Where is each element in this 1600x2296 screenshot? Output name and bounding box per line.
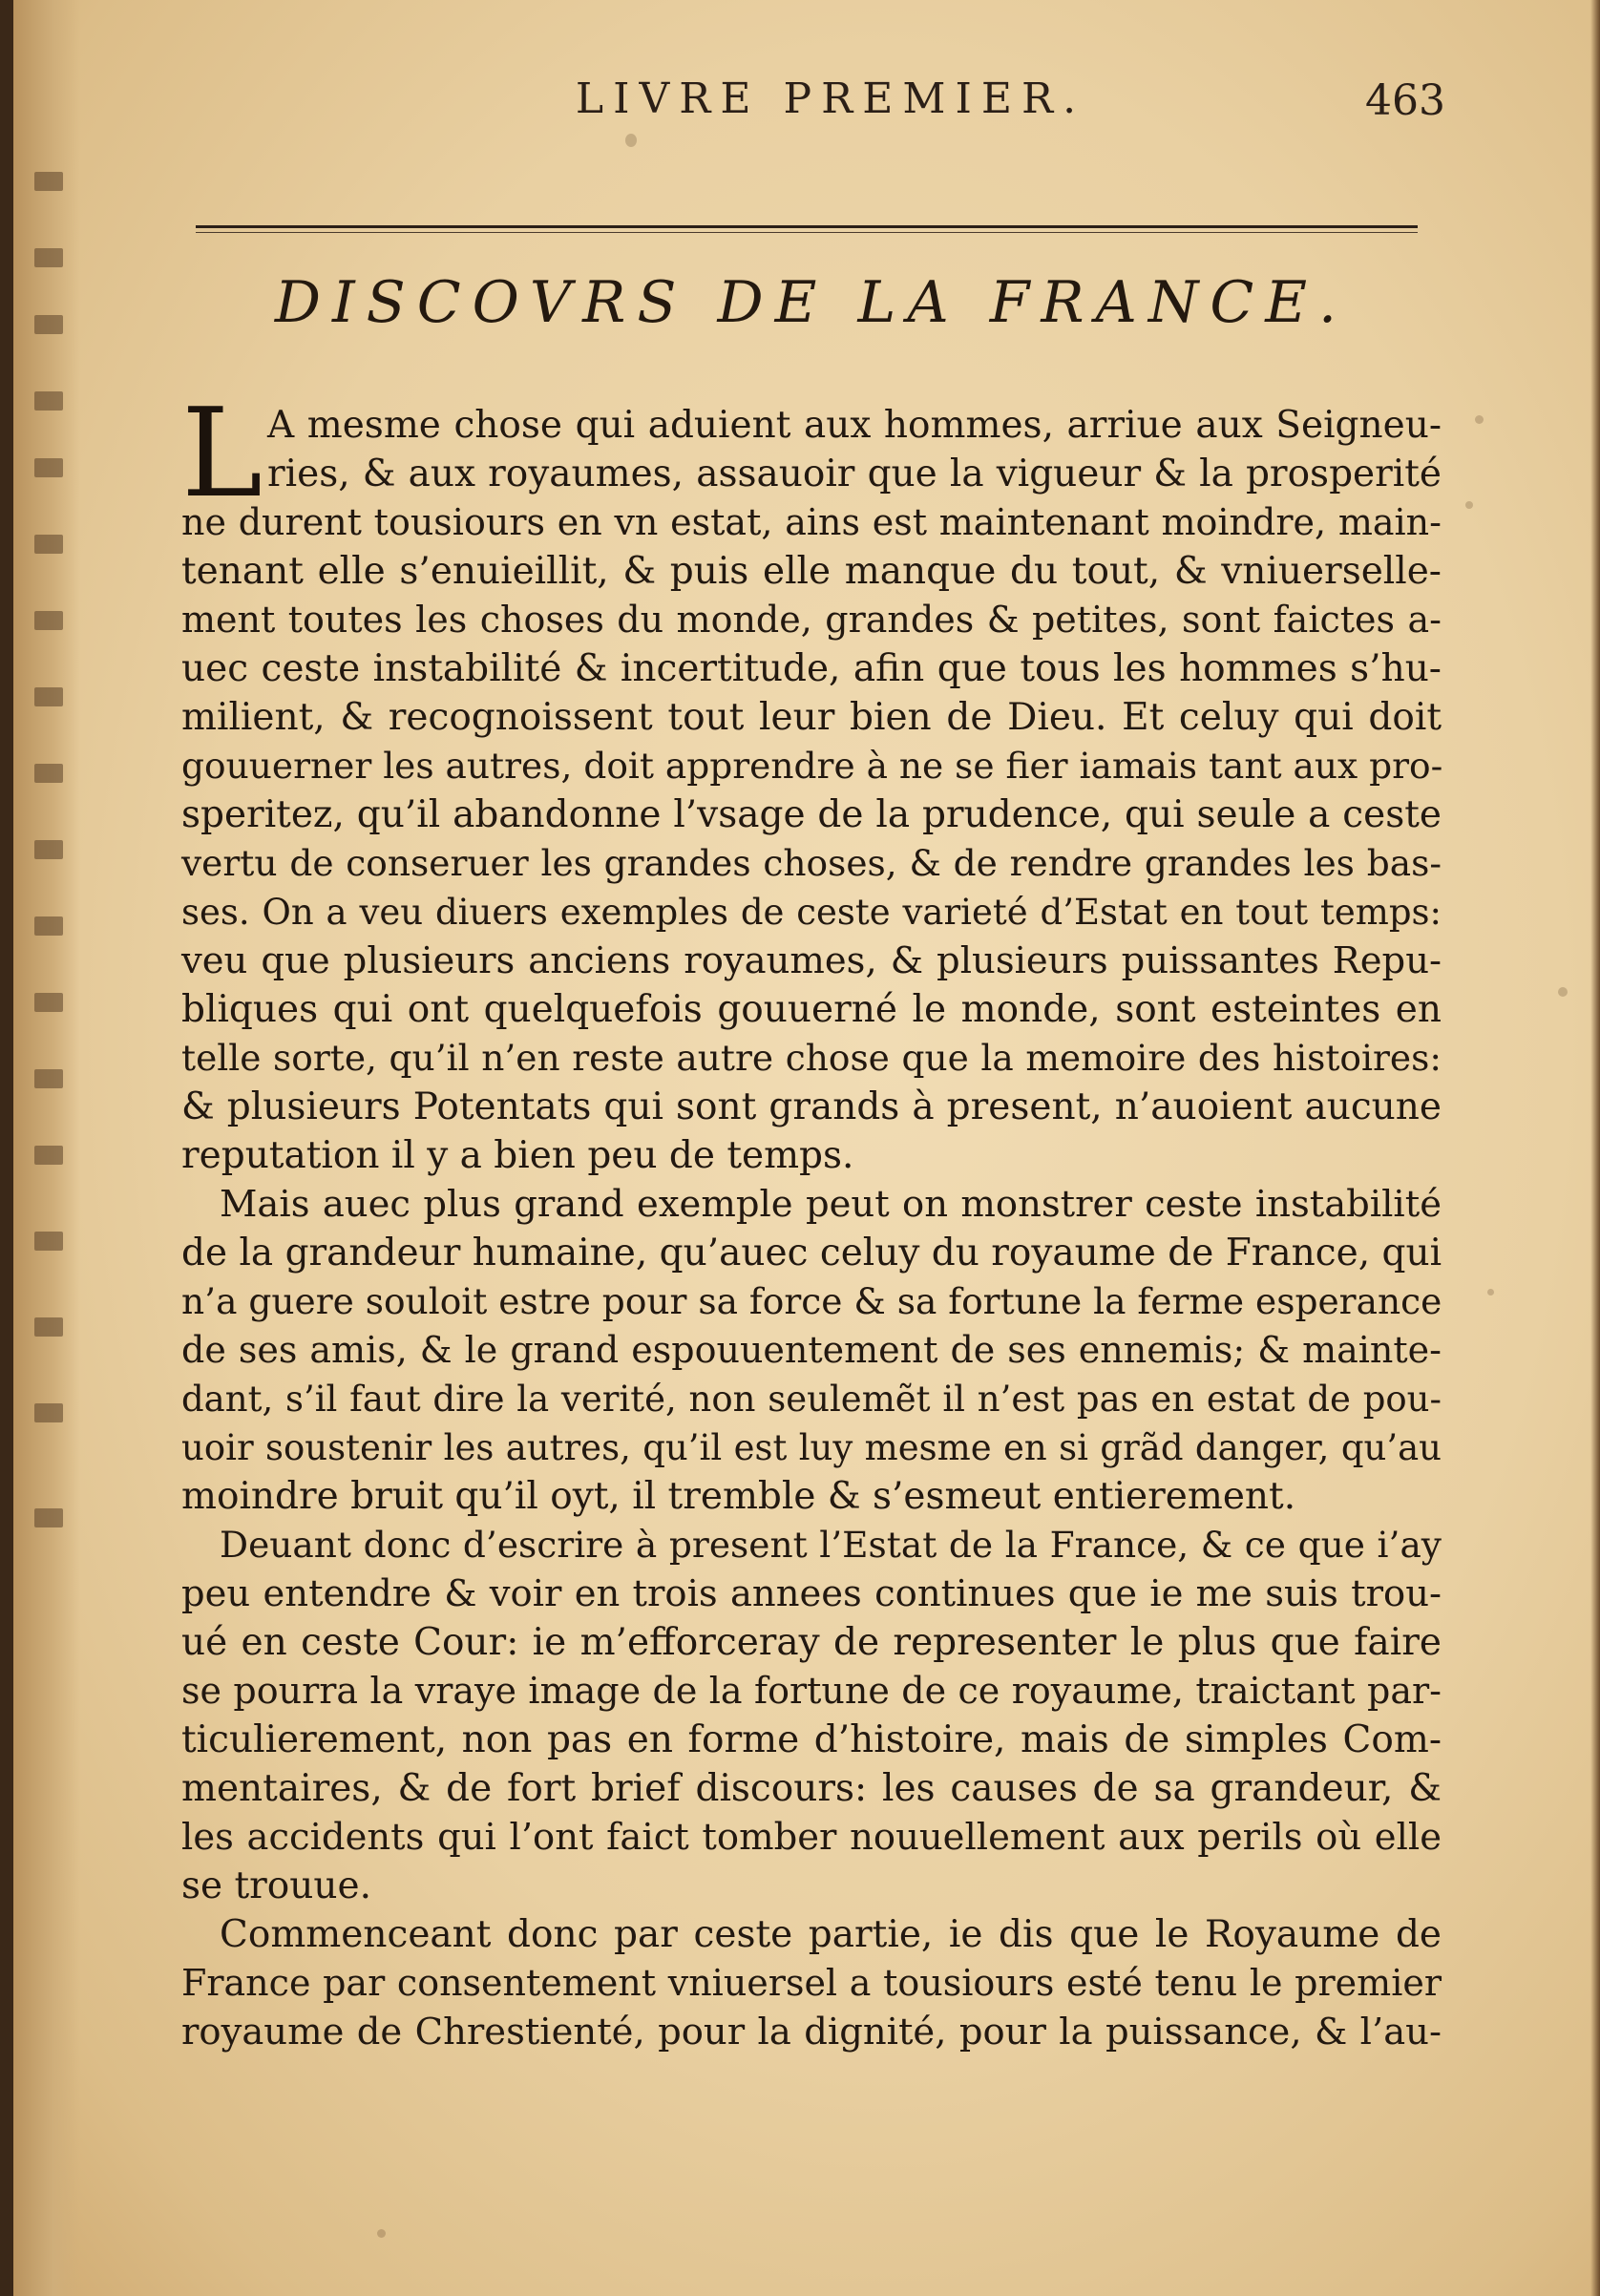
body-text	[181, 383, 1443, 2056]
facing-page-fragment	[34, 248, 63, 267]
facing-page-fragment	[34, 1403, 63, 1422]
text-line: bliques qui ont quelquefois gouuerné le monde, sont esteintes en	[181, 988, 1442, 1031]
running-head: LIVRE PREMIER.	[575, 74, 1086, 123]
facing-page-margin	[13, 0, 80, 2296]
facing-page-fragment	[34, 840, 63, 859]
text-line: ment toutes les choses du monde, grandes & petites, sont faictes a-	[181, 599, 1442, 641]
text-line: de la grandeur humaine, qu’auec celuy du royaume de France, qui	[181, 1232, 1442, 1274]
paragraph	[181, 1910, 1442, 2056]
ink-speck	[1487, 1289, 1494, 1295]
text-line: veu que plusieurs anciens royaumes, & plusieurs puissantes Repu-	[181, 939, 1442, 982]
text-line: de ses amis, & le grand espouuentement de ses ennemis; & mainte-	[181, 1329, 1442, 1371]
text-line: ticulierement, non pas en forme d’histoire, mais de simples Com-	[181, 1718, 1442, 1761]
text-line: n’a guere souloit estre pour sa force & sa fortune la ferme esperance	[181, 1280, 1442, 1322]
facing-page-fragment	[34, 916, 63, 936]
text-line: dant, s’il faut dire la verité, non seulemẽt il n’est pas en estat de pou-	[181, 1379, 1442, 1420]
facing-page-fragment	[34, 611, 63, 630]
facing-page-fragment	[34, 391, 63, 411]
text-line: les accidents qui l’ont faict tomber nouuellement aux perils où elle	[181, 1816, 1442, 1859]
drop-cap: L	[181, 383, 263, 525]
text-line: milient, & recognoissent tout leur bien de Dieu. Et celuy qui doit	[181, 696, 1442, 739]
facing-page-fragment	[34, 172, 63, 191]
text-line: royaume de Chrestienté, pour la dignité, pour la puissance, & l’au-	[181, 2011, 1442, 2054]
ink-speck	[377, 2229, 386, 2238]
text-line: ses. On a veu diuers exemples de ceste varieté d’Estat en tout temps:	[181, 892, 1442, 933]
facing-page-fragment	[34, 993, 63, 1012]
text-line: gouuerner les autres, doit apprendre à ne se fier iamais tant aux pro-	[181, 745, 1443, 787]
facing-page-fragment	[34, 1317, 63, 1337]
text-line: mentaires, & de fort brief discours: les causes de sa grandeur, &	[181, 1767, 1442, 1810]
text-line: moindre bruit qu’il oyt, il tremble & s’esmeut entierement.	[181, 1475, 1296, 1518]
facing-page-fragment	[34, 687, 63, 706]
text-line: ries, & aux royaumes, assauoir que la vigueur & la prosperité	[267, 453, 1442, 495]
text-line: Commenceant donc par ceste partie, ie dis que le Royaume de	[220, 1913, 1442, 1956]
chapter-title: DISCOVRS DE LA FRANCE.	[274, 269, 1349, 336]
text-line: A mesme chose qui aduient aux hommes, arriue aux Seigneu-	[267, 404, 1442, 447]
text-line: se pourra la vraye image de la fortune de ce royaume, traictant par-	[181, 1670, 1442, 1712]
text-line: reputation il y a bien peu de temps.	[181, 1134, 854, 1177]
ink-speck	[1465, 501, 1473, 509]
text-line: uec ceste instabilité & incertitude, afin que tous les hommes s’hu-	[181, 647, 1442, 690]
text-line: se trouue.	[181, 1864, 371, 1907]
facing-page-fragment	[34, 764, 63, 783]
header-rule	[196, 225, 1418, 228]
facing-page-fragment	[34, 1232, 63, 1251]
text-line: France par consentement vniuersel a tousiours esté tenu le premier	[181, 1962, 1442, 2004]
scan-left-edge	[0, 0, 13, 2296]
text-line: speritez, qu’il abandonne l’vsage de la prudence, qui seule a ceste	[181, 793, 1442, 836]
text-line: ne durent tousiours en vn estat, ains est maintenant moindre, main-	[181, 501, 1442, 543]
text-line: Mais auec plus grand exemple peut on monstrer ceste instabilité	[220, 1183, 1442, 1226]
header-rule-thin	[196, 232, 1418, 233]
facing-page-fragment	[34, 535, 63, 554]
text-line: uoir soustenir les autres, qu’il est luy mesme en si grãd danger, qu’au	[181, 1427, 1442, 1468]
facing-page-fragment	[34, 1069, 63, 1088]
scan-right-edge	[1590, 0, 1600, 2296]
text-line: telle sorte, qu’il n’en reste autre chose que la memoire des histoires:	[181, 1037, 1442, 1079]
facing-page-fragment	[34, 458, 63, 477]
page-number: 463	[1365, 76, 1445, 125]
text-line: Deuant donc d’escrire à present l’Estat de la France, & ce que i’ay	[220, 1524, 1442, 1566]
paragraph	[181, 1180, 1442, 1521]
ink-speck	[1558, 987, 1568, 997]
text-line: ué en ceste Cour: ie m’efforceray de representer le plus que faire	[181, 1621, 1442, 1664]
text-line: & plusieurs Potentats qui sont grands à present, n’auoient aucune	[181, 1085, 1442, 1128]
text-line: tenant elle s’enuieillit, & puis elle manque du tout, & vniuerselle-	[181, 550, 1442, 593]
ink-speck	[625, 134, 637, 147]
paragraph	[181, 383, 1443, 1180]
facing-page-fragment	[34, 1146, 63, 1165]
text-line: vertu de conseruer les grandes choses, & de rendre grandes les bas-	[181, 842, 1442, 884]
facing-page-fragment	[34, 315, 63, 334]
facing-page-fragment	[34, 1508, 63, 1527]
text-line: peu entendre & voir en trois annees continues que ie me suis trou-	[181, 1572, 1442, 1615]
paragraph	[181, 1521, 1442, 1910]
ink-speck	[1475, 415, 1484, 424]
